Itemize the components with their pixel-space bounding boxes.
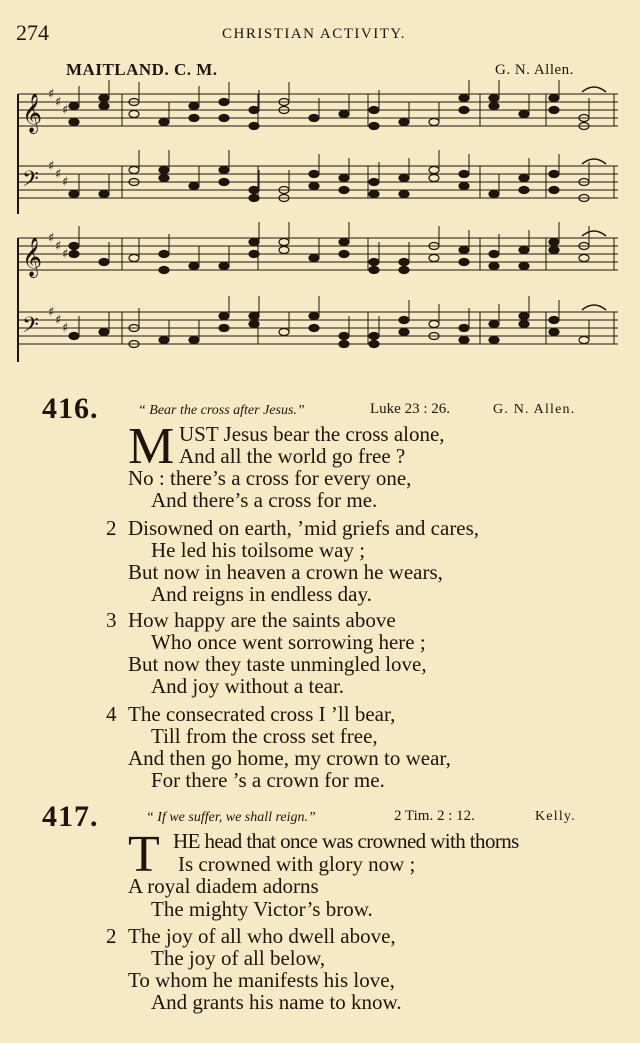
verse-line: For there ’s a crown for me. <box>151 768 385 792</box>
drop-cap: M <box>128 418 175 475</box>
note-head <box>369 341 379 348</box>
note-head <box>69 191 79 198</box>
note-head <box>549 317 559 324</box>
note-head <box>189 183 199 190</box>
verse-line: To whom he manifests his love, <box>128 968 395 992</box>
note-head <box>309 255 319 262</box>
verse-line: And there’s a cross for me. <box>151 488 378 512</box>
note-head <box>459 325 469 332</box>
note-head <box>159 267 169 274</box>
note-head <box>309 313 319 320</box>
scripture-reference: 2 Tim. 2 : 12. <box>394 808 475 824</box>
verse-line: And all the world go free ? <box>179 444 406 468</box>
sharp-icon: ♯ <box>48 305 55 320</box>
verse-line: And joy without a tear. <box>151 674 345 698</box>
hymn-number: 416. <box>42 392 99 425</box>
note-head <box>279 247 289 254</box>
verse-line: HE head that once was crowned with thorns <box>173 829 519 853</box>
note-head <box>519 313 529 320</box>
note-head <box>339 111 349 118</box>
verse-line: He led his toilsome way ; <box>151 538 366 562</box>
music-score <box>10 80 632 390</box>
note-head <box>369 333 379 340</box>
note-head <box>309 171 319 178</box>
note-head <box>549 239 559 246</box>
note-head <box>519 111 529 118</box>
note-head <box>99 95 109 102</box>
note-head <box>459 95 469 102</box>
verse-line: The joy of all who dwell above, <box>128 924 396 948</box>
treble-clef-icon: 𝄞 <box>22 237 43 277</box>
note-head <box>219 325 229 332</box>
note-head <box>489 95 499 102</box>
sharp-icon: ♯ <box>55 313 62 328</box>
note-head <box>219 115 229 122</box>
sharp-icon: ♯ <box>62 175 69 190</box>
sharp-icon: ♯ <box>62 321 69 336</box>
verse-line: UST Jesus bear the cross alone, <box>179 422 445 446</box>
verse-line: But now in heaven a crown he wears, <box>128 560 443 584</box>
sharp-icon: ♯ <box>48 159 55 174</box>
verse-line: The joy of all below, <box>151 946 326 970</box>
note-head <box>189 103 199 110</box>
verse-line: How happy are the saints above <box>128 608 396 632</box>
note-head <box>99 103 109 110</box>
fermata-icon <box>582 305 606 310</box>
note-head <box>369 191 379 198</box>
note-head <box>339 175 349 182</box>
note-head <box>519 175 529 182</box>
note-head <box>459 183 469 190</box>
verse-line: But now they taste unmingled love, <box>128 652 427 676</box>
stanza-number: 2 <box>106 516 117 540</box>
verse-line: The mighty Victor’s brow. <box>151 897 373 921</box>
note-head <box>579 255 589 262</box>
note-head <box>279 239 289 246</box>
note-head <box>459 259 469 266</box>
hymn-author: Kelly. <box>535 809 576 824</box>
note-head <box>159 251 169 258</box>
verse-line: A royal diadem adorns <box>128 874 319 898</box>
note-head <box>399 259 409 266</box>
note-head <box>549 171 559 178</box>
note-head <box>549 187 559 194</box>
note-head <box>339 251 349 258</box>
scripture-reference: Luke 23 : 26. <box>370 401 450 417</box>
note-head <box>69 103 79 110</box>
running-title: CHRISTIAN ACTIVITY. <box>222 26 407 42</box>
note-head <box>549 329 559 336</box>
note-head <box>219 313 229 320</box>
note-head <box>399 119 409 126</box>
note-head <box>99 191 109 198</box>
note-head <box>129 167 139 174</box>
hymn-author: G. N. Allen. <box>493 402 576 417</box>
note-head <box>489 191 499 198</box>
note-head <box>249 239 259 246</box>
note-head <box>369 267 379 274</box>
note-head <box>159 167 169 174</box>
hymn-number: 417. <box>42 800 99 833</box>
note-head <box>399 317 409 324</box>
note-head <box>309 183 319 190</box>
note-head <box>489 263 499 270</box>
note-head <box>129 255 139 262</box>
sharp-icon: ♯ <box>62 103 69 118</box>
note-head <box>489 251 499 258</box>
note-head <box>249 123 259 130</box>
note-head <box>519 263 529 270</box>
note-head <box>249 107 259 114</box>
note-head <box>249 313 259 320</box>
tune-name: MAITLAND. C. M. <box>66 60 218 79</box>
note-head <box>159 175 169 182</box>
sharp-icon: ♯ <box>55 95 62 110</box>
note-head <box>69 333 79 340</box>
verse-line: Is crowned with glory now ; <box>178 852 416 876</box>
sharp-icon: ♯ <box>48 87 55 102</box>
bass-clef-icon: 𝄢 <box>22 313 39 343</box>
note-head <box>249 187 259 194</box>
note-head <box>69 243 79 250</box>
note-head <box>459 171 469 178</box>
note-head <box>489 337 499 344</box>
note-head <box>309 325 319 332</box>
note-head <box>219 263 229 270</box>
note-head <box>219 179 229 186</box>
note-head <box>159 337 169 344</box>
note-head <box>129 111 139 118</box>
fermata-icon <box>582 231 606 236</box>
stanza-number: 3 <box>106 608 117 632</box>
drop-cap: T <box>128 826 160 883</box>
note-head <box>219 167 229 174</box>
note-head <box>99 259 109 266</box>
note-head <box>219 99 229 106</box>
note-head <box>459 247 469 254</box>
note-head <box>429 255 439 262</box>
note-head <box>369 107 379 114</box>
note-head <box>399 267 409 274</box>
note-head <box>249 321 259 328</box>
note-head <box>429 175 439 182</box>
note-head <box>189 263 199 270</box>
note-head <box>429 321 439 328</box>
note-head <box>339 239 349 246</box>
sharp-icon: ♯ <box>55 167 62 182</box>
tune-composer: G. N. Allen. <box>495 62 574 78</box>
note-head <box>579 337 589 344</box>
verse-line: The consecrated cross I ’ll bear, <box>128 702 396 726</box>
note-head <box>339 333 349 340</box>
note-head <box>159 119 169 126</box>
note-head <box>189 115 199 122</box>
note-head <box>279 329 289 336</box>
bass-clef-icon: 𝄢 <box>22 167 39 197</box>
note-head <box>429 119 439 126</box>
sharp-icon: ♯ <box>48 231 55 246</box>
verse-line: Till from the cross set free, <box>151 724 378 748</box>
verse-line: No : there’s a cross for every one, <box>128 466 412 490</box>
note-head <box>369 259 379 266</box>
note-head <box>369 179 379 186</box>
note-head <box>369 123 379 130</box>
note-head <box>69 119 79 126</box>
fermata-icon <box>582 87 606 92</box>
note-head <box>429 167 439 174</box>
sharp-icon: ♯ <box>62 247 69 262</box>
verse-line: And grants his name to know. <box>151 990 402 1014</box>
note-head <box>519 247 529 254</box>
note-head <box>189 337 199 344</box>
page-number: 274 <box>16 20 49 45</box>
treble-clef-icon: 𝄞 <box>22 93 43 133</box>
sharp-icon: ♯ <box>55 239 62 254</box>
note-head <box>549 247 559 254</box>
hymn-title: “ Bear the cross after Jesus.” <box>138 403 305 418</box>
note-head <box>99 329 109 336</box>
note-head <box>309 115 319 122</box>
note-head <box>339 187 349 194</box>
note-head <box>519 321 529 328</box>
note-head <box>489 103 499 110</box>
note-head <box>549 95 559 102</box>
hymn-title: “ If we suffer, we shall reign.” <box>146 810 316 825</box>
note-head <box>519 187 529 194</box>
verse-line: Disowned on earth, ’mid griefs and cares, <box>128 516 480 540</box>
note-head <box>69 251 79 258</box>
note-head <box>399 175 409 182</box>
stanza-number: 4 <box>106 702 117 726</box>
note-head <box>549 107 559 114</box>
stanza-number: 2 <box>106 924 117 948</box>
verse-line: And then go home, my crown to wear, <box>128 746 451 770</box>
note-head <box>459 107 469 114</box>
note-head <box>339 341 349 348</box>
note-head <box>249 251 259 258</box>
note-head <box>459 337 469 344</box>
note-head <box>399 329 409 336</box>
note-head <box>399 191 409 198</box>
fermata-icon <box>582 159 606 164</box>
note-head <box>249 195 259 202</box>
note-head <box>489 321 499 328</box>
verse-line: And reigns in endless day. <box>151 582 372 606</box>
verse-line: Who once went sorrowing here ; <box>151 630 426 654</box>
